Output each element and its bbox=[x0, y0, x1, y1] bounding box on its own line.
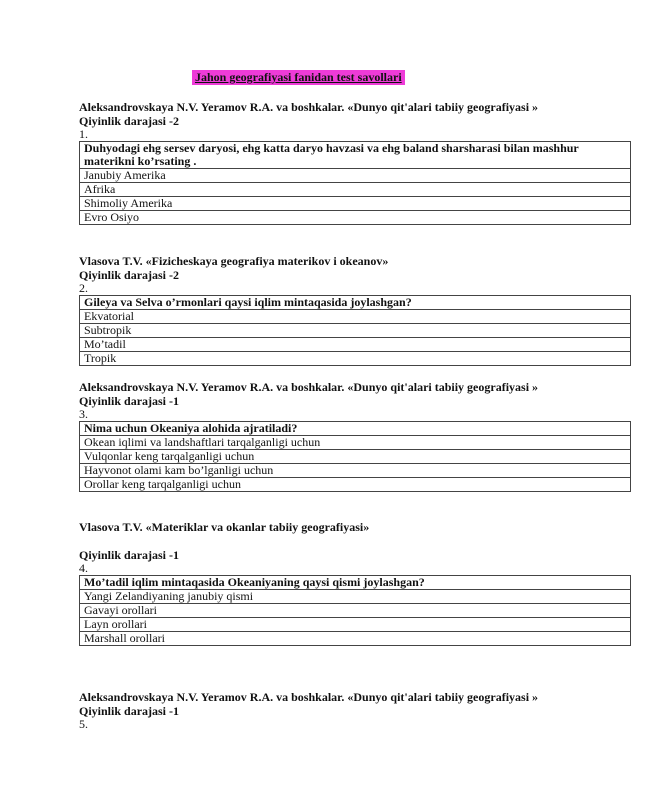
difficulty-level: Qiyinlik darajasi -1 bbox=[79, 704, 180, 718]
difficulty-level: Qiyinlik darajasi -1 bbox=[79, 394, 180, 408]
question-number: 4. bbox=[79, 561, 88, 575]
question-table bbox=[79, 575, 631, 646]
question-number: 2. bbox=[79, 281, 88, 295]
question-text: Gileya va Selva o’rmonlari qaysi iqlim mintaqasida joylashgan? bbox=[80, 296, 631, 310]
answer-option: Shimoliy Amerika bbox=[80, 197, 631, 211]
answer-option: Subtropik bbox=[80, 324, 631, 338]
answer-option: Afrika bbox=[80, 183, 631, 197]
question-block-1 bbox=[79, 100, 631, 225]
question-table bbox=[79, 141, 631, 225]
question-block-3 bbox=[79, 380, 631, 492]
answer-option: Tropik bbox=[80, 352, 631, 366]
difficulty-level: Qiyinlik darajasi -1 bbox=[79, 548, 180, 562]
question-number: 1. bbox=[79, 127, 88, 141]
question-block-4 bbox=[79, 520, 631, 646]
question-table bbox=[79, 421, 631, 492]
question-number: 3. bbox=[79, 407, 88, 421]
question-block-2 bbox=[79, 254, 631, 366]
answer-option: Hayvonot olami kam bo’lganligi uchun bbox=[80, 464, 631, 478]
answer-option: Evro Osiyo bbox=[80, 211, 631, 225]
answer-option: Marshall orollari bbox=[80, 632, 631, 646]
question-source: Vlasova T.V. «Fizicheskaya geografiya materikov i okeanov» bbox=[79, 254, 389, 268]
document-title: Jahon geografiyasi fanidan test savollari bbox=[192, 70, 405, 85]
question-text: Nima uchun Okeaniya alohida ajratiladi? bbox=[80, 422, 631, 436]
question-source: Vlasova T.V. «Materiklar va okanlar tabiiy geografiyasi» bbox=[79, 520, 370, 534]
answer-option: Layn orollari bbox=[80, 618, 631, 632]
answer-option: Ekvatorial bbox=[80, 310, 631, 324]
question-block-5 bbox=[79, 690, 631, 731]
difficulty-level: Qiyinlik darajasi -2 bbox=[79, 268, 180, 282]
answer-option: Orollar keng tarqalganligi uchun bbox=[80, 478, 631, 492]
question-text: Duhyodagi ehg sersev daryosi, ehg katta daryo havzasi va ehg baland sharsharasi bilan mashhur materikni ko’rsating . bbox=[80, 142, 631, 169]
answer-option: Okean iqlimi va landshaftlari tarqalganligi uchun bbox=[80, 436, 631, 450]
question-number: 5. bbox=[79, 717, 88, 731]
answer-option: Yangi Zelandiyaning janubiy qismi bbox=[80, 590, 631, 604]
question-text: Mo’tadil iqlim mintaqasida Okeaniyaning qaysi qismi joylashgan? bbox=[80, 576, 631, 590]
question-source: Aleksandrovskaya N.V. Yeramov R.A. va boshkalar. «Dunyo qit'alari tabiiy geografiyasi » bbox=[79, 690, 539, 704]
question-table bbox=[79, 295, 631, 366]
answer-option: Gavayi orollari bbox=[80, 604, 631, 618]
question-source: Aleksandrovskaya N.V. Yeramov R.A. va boshkalar. «Dunyo qit'alari tabiiy geografiyasi » bbox=[79, 100, 539, 114]
answer-option: Janubiy Amerika bbox=[80, 169, 631, 183]
difficulty-level: Qiyinlik darajasi -2 bbox=[79, 114, 180, 128]
answer-option: Vulqonlar keng tarqalganligi uchun bbox=[80, 450, 631, 464]
answer-option: Mo’tadil bbox=[80, 338, 631, 352]
question-source: Aleksandrovskaya N.V. Yeramov R.A. va boshkalar. «Dunyo qit'alari tabiiy geografiyasi » bbox=[79, 380, 539, 394]
